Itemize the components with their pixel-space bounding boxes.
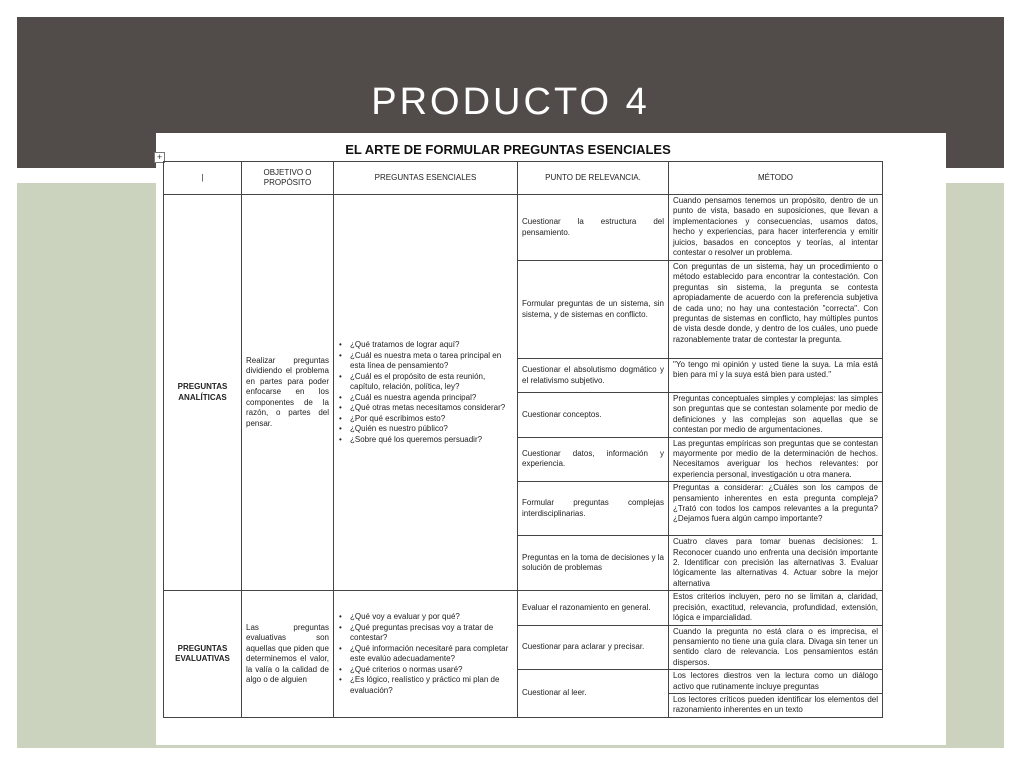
relevance-cell: Cuestionar para aclarar y precisar. [518, 625, 669, 670]
list-item: • ¿Qué voy a evaluar y por qué? [348, 612, 513, 623]
relevance-cell: Evaluar el razonamiento en general. [518, 591, 669, 625]
method-cell: Estos criterios incluyen, pero no se limitan a, claridad, precisión, exactitud, relevancia, profundidad, extensión, lógica e imparcialidad. [669, 591, 883, 625]
list-item: • ¿Por qué escribimos esto? [348, 414, 513, 425]
questions-list [338, 340, 513, 445]
method-cell: Los lectores críticos pueden identificar los elementos del razonamiento inherentes en un texto [669, 693, 883, 717]
relevance-cell: Cuestionar conceptos. [518, 393, 669, 438]
list-item: • ¿Es lógico, realístico y práctico mi plan de evaluación? [348, 675, 513, 696]
list-item: • ¿Qué tratamos de lograr aquí? [348, 340, 513, 351]
list-item: • ¿Qué información necesitaré para completar este evalúo adecuadamente? [348, 644, 513, 665]
method-cell: Las preguntas empíricas son preguntas que se contestan mayormente por medio de la determinación de hechos. Necesitamos averiguar los hechos relevantes: por experiencia personal, investigación u otra manera. [669, 437, 883, 482]
relevance-cell: Cuestionar datos, información y experiencia. [518, 437, 669, 482]
list-item: • ¿Qué criterios o normas usaré? [348, 665, 513, 676]
table-header-row [164, 162, 883, 195]
relevance-cell: Cuestionar al leer. [518, 670, 669, 718]
questions-list [338, 612, 513, 696]
table-row [164, 195, 883, 261]
method-cell: Preguntas conceptuales simples y complejas: las simples son preguntas que se contestan solamente por medio de definiciones y las complejas son aquellas que se contestan por medio de argumentaciones. [669, 393, 883, 438]
list-item: • ¿Quién es nuestro público? [348, 424, 513, 435]
method-cell: Preguntas a considerar: ¿Cuáles son los campos de pensamiento inherentes en esta pregunta compleja? ¿Trató con todos los campos relevantes a la pregunta? ¿Dejamos fuera algún campo importante? [669, 482, 883, 536]
list-item: • ¿Qué otras metas necesitamos considerar? [348, 403, 513, 414]
list-item: • ¿Cuál es el propósito de esta reunión, capítulo, relación, política, ley? [348, 372, 513, 393]
relevance-cell: Cuestionar la estructura del pensamiento. [518, 195, 669, 261]
relevance-cell: Formular preguntas complejas interdisciplinarias. [518, 482, 669, 536]
header-cell: PREGUNTAS ESENCIALES [334, 162, 518, 195]
method-cell: Cuando la pregunta no está clara o es imprecisa, el pensamiento no tiene una guía clara. Divaga sin tener un sentido claro de relevancia. Los pensamientos están dispersos. [669, 625, 883, 670]
category-cell: PREGUNTAS EVALUATIVAS [164, 591, 242, 717]
questions-cell [334, 195, 518, 591]
list-item: • ¿Cuál es nuestra meta o tarea principal en esta línea de pensamiento? [348, 351, 513, 372]
category-cell: PREGUNTAS ANALÍTICAS [164, 195, 242, 591]
header-cell: OBJETIVO O PROPÓSITO [242, 162, 334, 195]
list-item: • ¿Qué preguntas precisas voy a tratar de contestar? [348, 623, 513, 644]
table-move-handle-icon[interactable]: + [154, 152, 165, 163]
table-row [164, 591, 883, 625]
method-cell: Los lectores diestros ven la lectura como un diálogo activo que rutinamente incluye preguntas [669, 670, 883, 694]
relevance-cell: Formular preguntas de un sistema, sin sistema, y de sistemas en conflicto. [518, 261, 669, 359]
questions-cell [334, 591, 518, 717]
objective-cell: Realizar preguntas dividiendo el problema en partes para poder enfocarse en los componentes de la razón, o partes del pensar. [242, 195, 334, 591]
header-cell: PUNTO DE RELEVANCIA. [518, 162, 669, 195]
method-cell: "Yo tengo mi opinión y usted tiene la suya. La mía está bien para mí y la suya está bien para usted." [669, 359, 883, 393]
list-item: • ¿Sobre qué los queremos persuadir? [348, 435, 513, 446]
objective-cell: Las preguntas evaluativas son aquellas que piden que determinemos el valor, la valía o la calidad de algo o de alguien [242, 591, 334, 717]
relevance-cell: Preguntas en la toma de decisiones y la solución de problemas [518, 536, 669, 591]
slide-title: PRODUCTO 4 [371, 81, 650, 123]
questions-table [163, 161, 883, 718]
method-cell: Con preguntas de un sistema, hay un procedimiento o método establecido para encontrar la contestación. Con preguntas sin sistema, la pregunta se contesta apropiadamente de acuerdo con la preferencia subjetiva de cada uno; no hay una contestación "correcta". Con preguntas de sistemas en conflicto, hay múltiples puntos de vista desde donde, y dentro de los cuáles, uno puede razonablemente tratar de contestar la pregunta. [669, 261, 883, 359]
relevance-cell: Cuestionar el absolutismo dogmático y el relativismo subjetivo. [518, 359, 669, 393]
document-title: EL ARTE DE FORMULAR PREGUNTAS ESENCIALES [345, 142, 671, 157]
list-item: • ¿Cuál es nuestra agenda principal? [348, 393, 513, 404]
header-cell: | [164, 162, 242, 195]
method-cell: Cuatro claves para tomar buenas decisiones: 1. Reconocer cuando uno enfrenta una decisión importante 2. Identificar con precisión las alternativas 3. Evaluar lógicamente las alternativas 4. Actuar sobre la mejor alternativa [669, 536, 883, 591]
header-cell: MÉTODO [669, 162, 883, 195]
method-cell: Cuando pensamos tenemos un propósito, dentro de un punto de vista, basado en suposiciones, que llevan a implementaciones y consecuencias, usamos datos, hecho y experiencias, para hacer interferencia y emitir juicios, basados en conceptos y teorías, al intentar contestar o resolver un problema. [669, 195, 883, 261]
